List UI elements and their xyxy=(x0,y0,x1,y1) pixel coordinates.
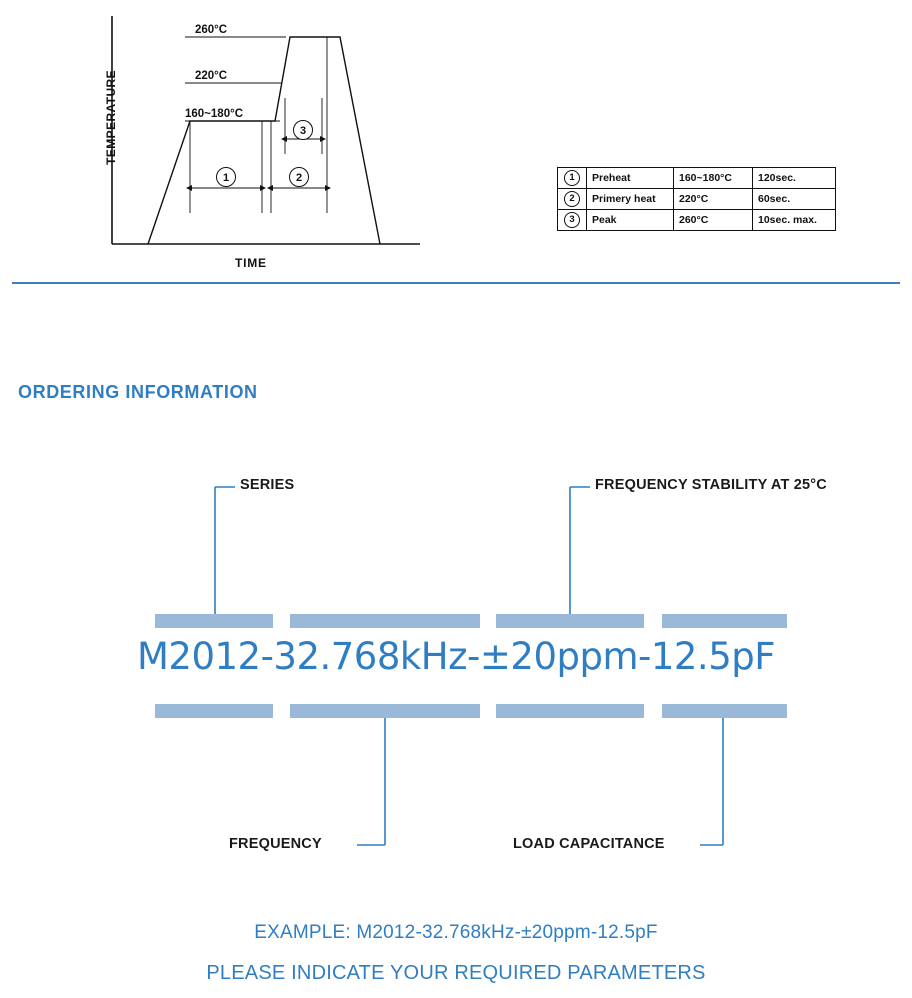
legend-row-2-number xyxy=(558,189,587,210)
callout-frequency-stability: FREQUENCY STABILITY AT 25°C xyxy=(595,477,827,493)
temp-marker-260: 260°C xyxy=(195,24,228,36)
chart-y-axis-label: TEMPERATURE xyxy=(104,70,118,165)
legend-row-2-time: 60sec. xyxy=(753,189,836,210)
circle-number-icon: 1 xyxy=(564,170,580,186)
part-segment-bar-bottom-2 xyxy=(290,704,480,718)
table-row xyxy=(558,168,836,189)
legend-row-1-number xyxy=(558,168,587,189)
part-segment-bar-bottom-4 xyxy=(662,704,787,718)
part-number-text: M2012-32.768kHz-±20ppm-12.5pF xyxy=(136,635,776,678)
legend-row-1-name: Preheat xyxy=(587,168,674,189)
part-segment-bar-bottom-3 xyxy=(496,704,644,718)
callout-load-capacitance: LOAD CAPACITANCE xyxy=(513,836,665,852)
legend-row-2-name: Primery heat xyxy=(587,189,674,210)
part-segment-bar-top-1 xyxy=(155,614,273,628)
example-line: EXAMPLE: M2012-32.768kHz-±20ppm-12.5pF xyxy=(254,922,658,943)
legend-row-1-temp: 160~180°C xyxy=(674,168,753,189)
zone-2-number: 2 xyxy=(295,172,303,184)
reflow-profile-chart xyxy=(90,8,460,273)
reflow-legend-table xyxy=(557,167,836,231)
table-row xyxy=(558,210,836,231)
legend-row-1-time: 120sec. xyxy=(753,168,836,189)
callout-series: SERIES xyxy=(240,477,295,493)
instruction-line: PLEASE INDICATE YOUR REQUIRED PARAMETERS xyxy=(206,962,706,984)
legend-row-3-time: 10sec. max. xyxy=(753,210,836,231)
part-segment-bar-top-3 xyxy=(496,614,644,628)
page-title: ORDERING INFORMATION xyxy=(18,382,258,402)
temp-marker-160-180: 160~180°C xyxy=(185,108,243,120)
legend-row-2-temp: 220°C xyxy=(674,189,753,210)
temp-marker-220: 220°C xyxy=(195,70,228,82)
chart-x-axis-label: TIME xyxy=(235,256,267,270)
part-segment-bar-top-2 xyxy=(290,614,480,628)
legend-row-3-name: Peak xyxy=(587,210,674,231)
circle-number-icon: 3 xyxy=(564,212,580,228)
table-row xyxy=(558,189,836,210)
section-divider xyxy=(12,282,900,284)
legend-row-3-number xyxy=(558,210,587,231)
legend-row-3-temp: 260°C xyxy=(674,210,753,231)
zone-1-number: 1 xyxy=(222,172,230,184)
callout-frequency: FREQUENCY xyxy=(229,836,322,852)
ordering-information-diagram xyxy=(0,455,912,875)
circle-number-icon: 2 xyxy=(564,191,580,207)
part-segment-bar-top-4 xyxy=(662,614,787,628)
part-segment-bar-bottom-1 xyxy=(155,704,273,718)
zone-3-number: 3 xyxy=(299,125,307,137)
reflow-profile-svg xyxy=(90,8,460,273)
